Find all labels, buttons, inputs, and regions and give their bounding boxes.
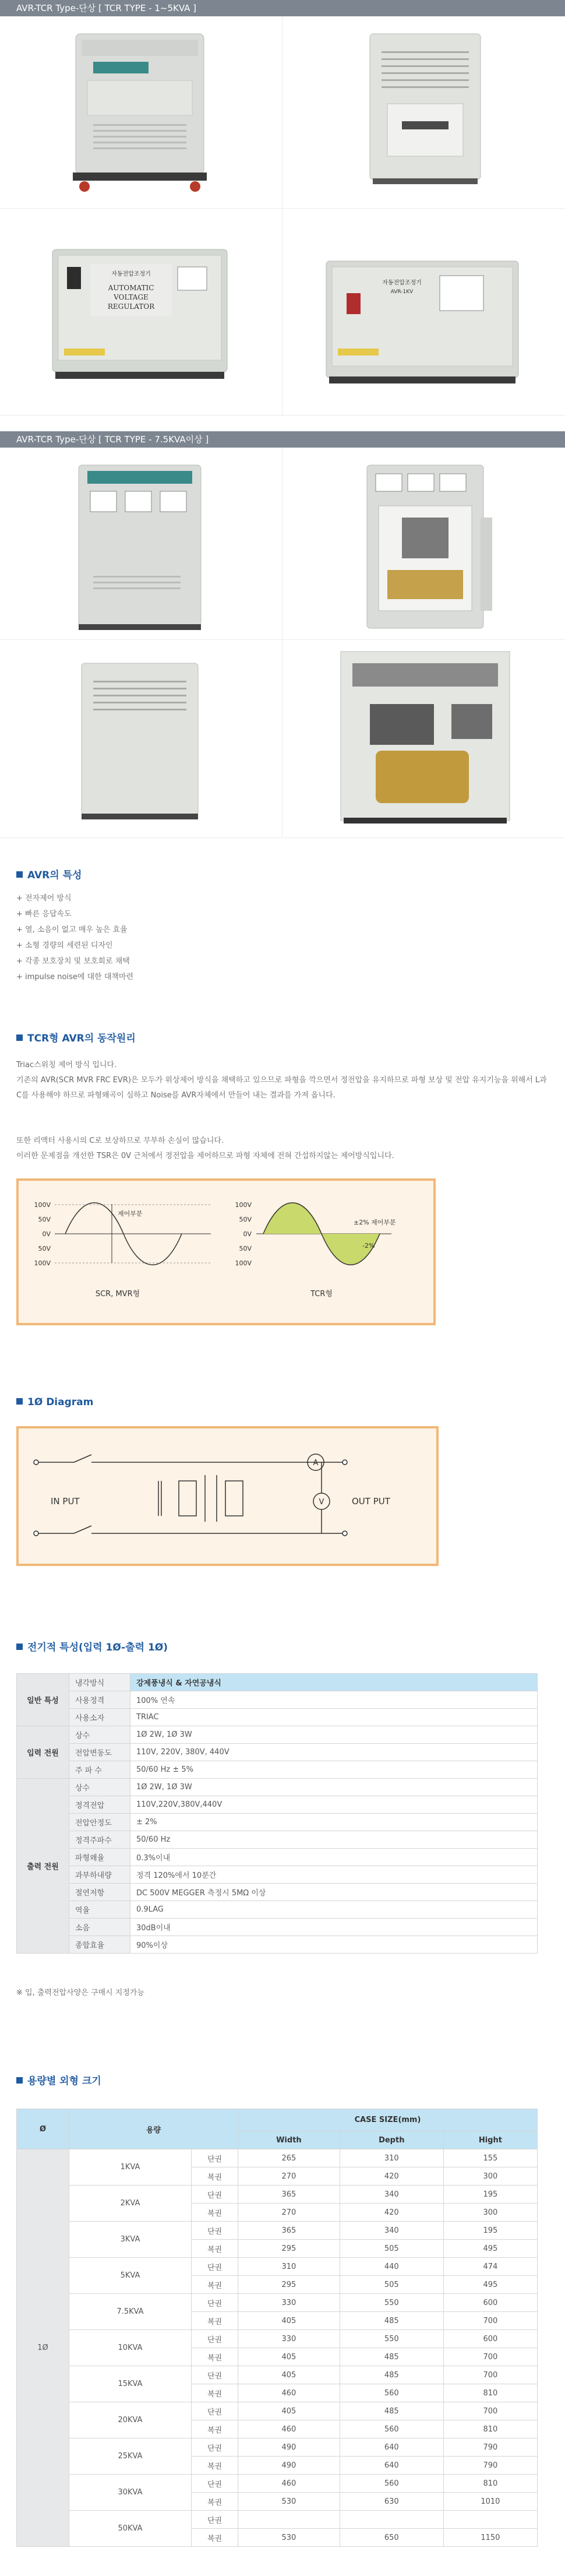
height-cell: 810 <box>443 2384 537 2402</box>
depth-cell: 440 <box>340 2258 443 2276</box>
product-photo-front <box>0 16 282 209</box>
feature-item: + 빠른 응답속도 <box>16 910 72 919</box>
size-title: 용량별 외형 크기 <box>16 2072 101 2087</box>
winding-type-cell: 단권 <box>192 2258 238 2276</box>
winding-type-cell: 단권 <box>192 2438 238 2457</box>
table-row <box>17 2186 538 2204</box>
height-cell: 195 <box>443 2222 537 2240</box>
width-cell: 405 <box>238 2348 340 2366</box>
feature-item: + 전자제어 방식 <box>16 894 72 903</box>
table-row <box>17 2402 538 2420</box>
table-row <box>17 2258 538 2276</box>
winding-type-cell: 복권 <box>192 2384 238 2402</box>
height-cell: 495 <box>443 2240 537 2258</box>
width-cell <box>238 2511 340 2529</box>
svg-text:AVR-1KV: AVR-1KV <box>390 289 414 295</box>
depth-cell: 420 <box>340 2167 443 2186</box>
product-photo-large-front <box>0 448 282 640</box>
section1-header-bar <box>0 0 565 16</box>
product-photo-side <box>282 16 565 209</box>
feature-item: + impulse noise에 대한 대책마련 <box>16 973 134 981</box>
svg-text:OUT PUT: OUT PUT <box>352 1496 390 1507</box>
height-cell: 700 <box>443 2402 537 2420</box>
winding-type-cell: 단권 <box>192 2186 238 2204</box>
svg-text:50V: 50V <box>38 1245 51 1252</box>
capacity-cell: 20KVA <box>69 2402 192 2438</box>
table-row: 사용소자 TRIAC <box>17 1709 538 1726</box>
depth-cell: 420 <box>340 2204 443 2222</box>
title-bullet-icon <box>16 1644 23 1650</box>
table-row: 파형왜율 0.3%이내 <box>17 1849 538 1866</box>
phase-cell: 1Ø <box>17 2149 69 2547</box>
table-row <box>17 2294 538 2312</box>
width-cell: 490 <box>238 2438 340 2457</box>
product-photo-meter <box>282 209 565 416</box>
height-cell: 790 <box>443 2438 537 2457</box>
product-photo-internals <box>282 640 565 838</box>
feature-item: + 열, 소음이 없고 매우 높은 효율 <box>16 925 128 934</box>
height-cell: 700 <box>443 2366 537 2384</box>
size-table <box>16 2109 538 2547</box>
principle-title: TCR형 AVR의 동작원리 <box>16 1030 136 1044</box>
depth-cell: 640 <box>340 2457 443 2475</box>
header-case-size: CASE SIZE(mm) <box>238 2109 538 2131</box>
height-cell: 600 <box>443 2330 537 2348</box>
table-row <box>17 2222 538 2240</box>
height-cell: 300 <box>443 2167 537 2186</box>
title-bullet-icon <box>16 1398 23 1405</box>
depth-cell: 630 <box>340 2493 443 2511</box>
winding-type-cell: 단권 <box>192 2149 238 2167</box>
table-row: 절연저항 DC 500V MEGGER 측정시 5MΩ 이상 <box>17 1884 538 1901</box>
height-cell: 300 <box>443 2204 537 2222</box>
svg-text:0V: 0V <box>42 1230 51 1238</box>
section1-photo-grid <box>0 16 565 416</box>
product-photo-large-side <box>0 640 282 838</box>
depth-cell: 640 <box>340 2438 443 2457</box>
header-height: Hight <box>443 2131 537 2149</box>
height-cell: 1150 <box>443 2529 537 2547</box>
width-cell: 265 <box>238 2149 340 2167</box>
height-cell <box>443 2511 537 2529</box>
svg-text:SCR, MVR형: SCR, MVR형 <box>95 1290 140 1298</box>
winding-type-cell: 복권 <box>192 2204 238 2222</box>
depth-cell: 340 <box>340 2222 443 2240</box>
width-cell: 310 <box>238 2258 340 2276</box>
svg-text:100V: 100V <box>235 1259 252 1267</box>
width-cell: 365 <box>238 2222 340 2240</box>
width-cell: 330 <box>238 2294 340 2312</box>
capacity-cell: 5KVA <box>69 2258 192 2294</box>
depth-cell: 485 <box>340 2366 443 2384</box>
principle-text-1: Triac스위칭 제어 방식 입니다. 기존의 AVR(SCR MVR FRC EVR)은 모두가 위상제어 방식을 채택하고 있으므로 파형을 깍으면서 정전압을 유지하므로 파형 보상 및 전압 유지기능을 위해서 L과 C를 사용해야 하므로 파형왜곡이 심하고 Noise를 AVR자체에서 만들어 내는 결과를 가져 옵니다. <box>16 1061 547 1100</box>
single-phase-diagram <box>16 1426 439 1566</box>
depth-cell: 650 <box>340 2529 443 2547</box>
section2-photo-grid <box>0 448 565 838</box>
svg-text:제어부분: 제어부분 <box>118 1210 143 1217</box>
product-photo-large-open <box>282 448 565 640</box>
winding-type-cell: 단권 <box>192 2511 238 2529</box>
panel-small-label: 자동전압조정기 <box>111 271 151 277</box>
waveform-diagram <box>16 1178 436 1325</box>
width-cell: 270 <box>238 2167 340 2186</box>
depth-cell: 560 <box>340 2475 443 2493</box>
height-cell: 495 <box>443 2276 537 2294</box>
height-cell: 700 <box>443 2312 537 2330</box>
depth-cell: 485 <box>340 2312 443 2330</box>
features-title: AVR의 특성 <box>16 867 82 881</box>
width-cell: 460 <box>238 2475 340 2493</box>
feature-list <box>16 891 133 985</box>
winding-type-cell: 단권 <box>192 2222 238 2240</box>
svg-text:50V: 50V <box>38 1216 51 1223</box>
section2-header-text: AVR-TCR Type-단상 [ TCR TYPE - 7.5KVA이상 ] <box>16 434 209 445</box>
svg-text:VOLTAGE: VOLTAGE <box>114 293 149 301</box>
depth-cell: 505 <box>340 2276 443 2294</box>
capacity-cell: 1KVA <box>69 2149 192 2186</box>
winding-type-cell: 단권 <box>192 2402 238 2420</box>
width-cell: 460 <box>238 2384 340 2402</box>
winding-type-cell: 단권 <box>192 2294 238 2312</box>
svg-text:REGULATOR: REGULATOR <box>107 302 155 311</box>
svg-text:-2%: -2% <box>362 1242 375 1250</box>
header-depth: Depth <box>340 2131 443 2149</box>
table-row <box>17 2330 538 2348</box>
svg-text:±2% 제어부분: ±2% 제어부분 <box>354 1219 396 1226</box>
depth-cell: 550 <box>340 2330 443 2348</box>
table-row: 소음 30dB이내 <box>17 1919 538 1936</box>
capacity-cell: 25KVA <box>69 2438 192 2475</box>
svg-text:50V: 50V <box>239 1216 252 1223</box>
winding-type-cell: 복권 <box>192 2529 238 2547</box>
winding-type-cell: 복권 <box>192 2240 238 2258</box>
table-row: 역율 0.9LAG <box>17 1901 538 1919</box>
height-cell: 1010 <box>443 2493 537 2511</box>
title-bullet-icon <box>16 1034 23 1041</box>
depth-cell: 505 <box>340 2240 443 2258</box>
table-row: 일반 특성 냉각방식 강제풍냉식 & 자연공냉식 <box>17 1674 538 1691</box>
header-width: Width <box>238 2131 340 2149</box>
table-row <box>17 2438 538 2457</box>
table-row: 정격주파수 50/60 Hz <box>17 1831 538 1849</box>
table-row: 전압안정도 ± 2% <box>17 1814 538 1831</box>
svg-text:100V: 100V <box>34 1201 51 1209</box>
winding-type-cell: 복권 <box>192 2276 238 2294</box>
table-row: 사용정격 100% 연속 <box>17 1691 538 1709</box>
depth-cell: 560 <box>340 2384 443 2402</box>
table-header-row <box>17 2109 538 2131</box>
capacity-cell: 3KVA <box>69 2222 192 2258</box>
table-row: 출력 전원 상수 1Ø 2W, 1Ø 3W <box>17 1779 538 1796</box>
winding-type-cell: 복권 <box>192 2312 238 2330</box>
svg-text:A: A <box>313 1459 319 1468</box>
width-cell: 405 <box>238 2366 340 2384</box>
table-row: 과부하내량 정격 120%에서 10분간 <box>17 1866 538 1884</box>
table-row: 전압변동도 110V, 220V, 380V, 440V <box>17 1744 538 1761</box>
height-cell: 700 <box>443 2348 537 2366</box>
capacity-cell: 30KVA <box>69 2475 192 2511</box>
feature-item: + 각종 보호장치 및 보호회로 채택 <box>16 957 130 966</box>
spec-table <box>16 1673 538 1954</box>
product-photo-panel <box>0 209 282 416</box>
depth-cell <box>340 2511 443 2529</box>
feature-item: + 소형 경량의 세련된 디자인 <box>16 941 113 950</box>
svg-text:0V: 0V <box>243 1230 252 1238</box>
width-cell: 295 <box>238 2240 340 2258</box>
spec-note: ※ 입, 출력전압사양은 구매시 지정가능 <box>16 1989 144 1997</box>
height-cell: 790 <box>443 2457 537 2475</box>
winding-type-cell: 복권 <box>192 2493 238 2511</box>
svg-text:IN PUT: IN PUT <box>51 1496 80 1507</box>
winding-type-cell: 단권 <box>192 2366 238 2384</box>
winding-type-cell: 단권 <box>192 2475 238 2493</box>
height-cell: 155 <box>443 2149 537 2167</box>
height-cell: 195 <box>443 2186 537 2204</box>
svg-text:V: V <box>319 1498 324 1507</box>
depth-cell: 340 <box>340 2186 443 2204</box>
section2-header-bar <box>0 431 565 448</box>
principle-text-2: 또한 리액터 사용시의 C로 보상하므로 무부하 손실이 많습니다. 이러한 문제점을 개선한 TSR은 0V 근처에서 정전압을 제어하므로 파형 자체에 전혀 간섭하지않는 제어방식입니다. <box>16 1136 394 1160</box>
width-cell: 295 <box>238 2276 340 2294</box>
spec-title: 전기적 특성(입력 1Ø-출력 1Ø) <box>16 1639 168 1653</box>
table-row <box>17 2149 538 2167</box>
width-cell: 460 <box>238 2420 340 2438</box>
width-cell: 365 <box>238 2186 340 2204</box>
svg-text:AUTOMATIC: AUTOMATIC <box>108 284 154 292</box>
capacity-cell: 2KVA <box>69 2186 192 2222</box>
winding-type-cell: 복권 <box>192 2348 238 2366</box>
section1-header-text: AVR-TCR Type-단상 [ TCR TYPE - 1~5KVA ] <box>16 3 197 13</box>
table-row: 입력 전원 상수 1Ø 2W, 1Ø 3W <box>17 1726 538 1744</box>
depth-cell: 550 <box>340 2294 443 2312</box>
table-row: 정격전압 110V,220V,380V,440V <box>17 1796 538 1814</box>
winding-type-cell: 복권 <box>192 2457 238 2475</box>
svg-text:100V: 100V <box>34 1259 51 1267</box>
capacity-cell: 50KVA <box>69 2511 192 2547</box>
capacity-cell: 7.5KVA <box>69 2294 192 2330</box>
title-bullet-icon <box>16 871 23 878</box>
winding-type-cell: 복권 <box>192 2420 238 2438</box>
capacity-cell: 15KVA <box>69 2366 192 2402</box>
height-cell: 810 <box>443 2420 537 2438</box>
width-cell: 530 <box>238 2529 340 2547</box>
table-row: 주 파 수 50/60 Hz ± 5% <box>17 1761 538 1779</box>
winding-type-cell: 단권 <box>192 2330 238 2348</box>
width-cell: 405 <box>238 2312 340 2330</box>
width-cell: 490 <box>238 2457 340 2475</box>
depth-cell: 485 <box>340 2402 443 2420</box>
header-capacity: 용량 <box>69 2109 238 2149</box>
title-bullet-icon <box>16 2077 23 2084</box>
table-row <box>17 2475 538 2493</box>
depth-cell: 485 <box>340 2348 443 2366</box>
table-row <box>17 2366 538 2384</box>
diagram-title: 1Ø Diagram <box>16 1396 93 1408</box>
width-cell: 330 <box>238 2330 340 2348</box>
svg-text:자동전압조정기: 자동전압조정기 <box>382 280 422 286</box>
depth-cell: 310 <box>340 2149 443 2167</box>
width-cell: 270 <box>238 2204 340 2222</box>
height-cell: 600 <box>443 2294 537 2312</box>
winding-type-cell: 복권 <box>192 2167 238 2186</box>
height-cell: 474 <box>443 2258 537 2276</box>
svg-text:TCR형: TCR형 <box>310 1290 333 1298</box>
table-row: 종합효율 90%이상 <box>17 1936 538 1954</box>
svg-text:50V: 50V <box>239 1245 252 1252</box>
width-cell: 530 <box>238 2493 340 2511</box>
depth-cell: 560 <box>340 2420 443 2438</box>
table-row <box>17 2511 538 2529</box>
svg-text:100V: 100V <box>235 1201 252 1209</box>
height-cell: 810 <box>443 2475 537 2493</box>
header-phase: Ø <box>17 2109 69 2149</box>
width-cell: 405 <box>238 2402 340 2420</box>
capacity-cell: 10KVA <box>69 2330 192 2366</box>
